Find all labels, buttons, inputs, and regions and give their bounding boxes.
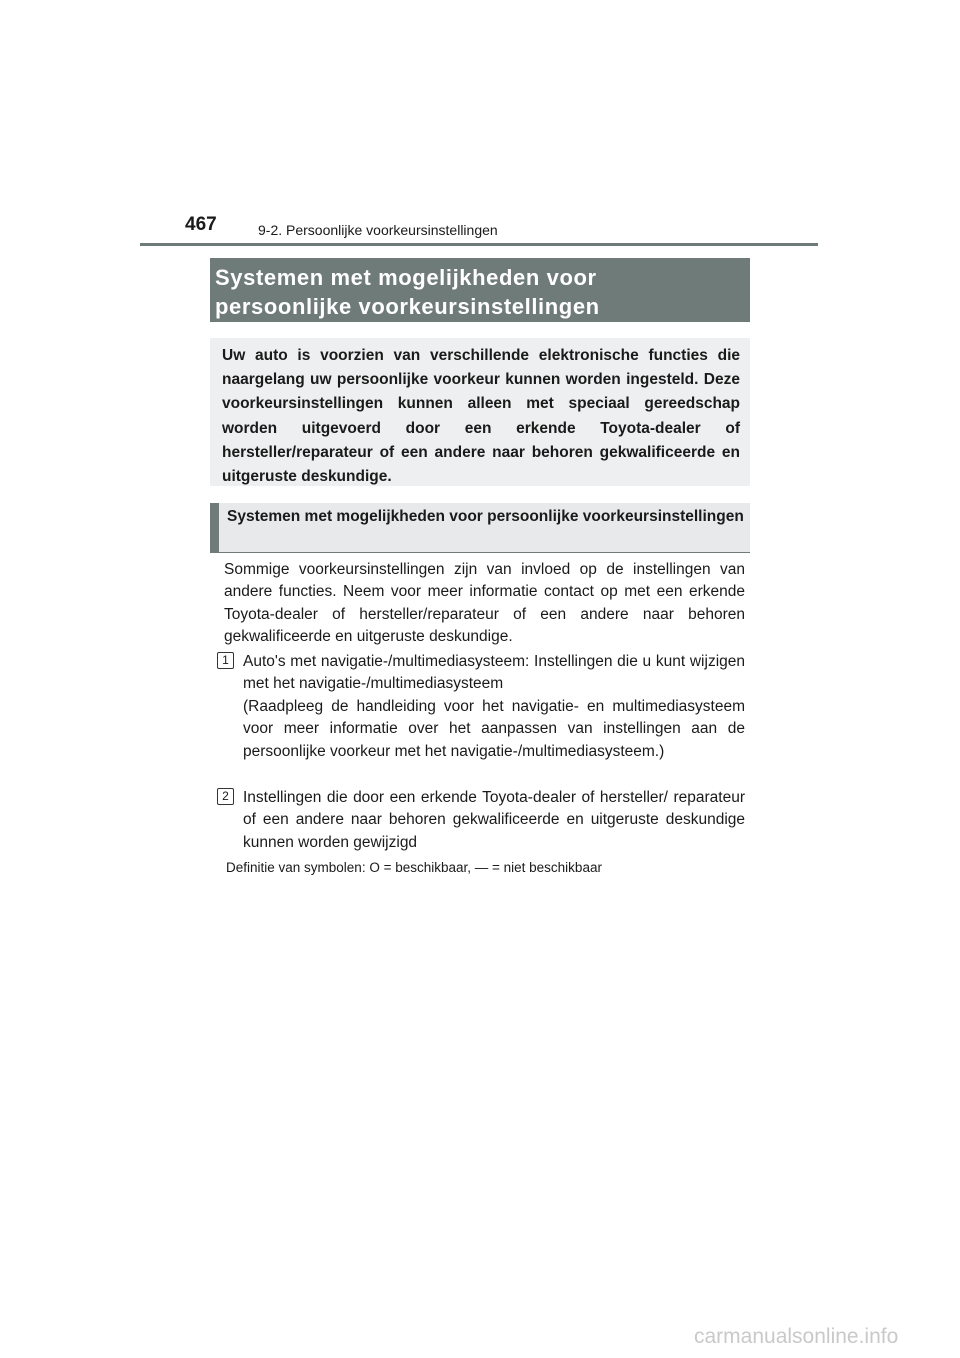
list-item-text: Instellingen die door een erkende Toyota-dealer of hersteller/ reparateur of een andere naar behoren gekwalificeerde en uitgeruste deskundige kunnen worden gewijzigd — [243, 789, 745, 851]
page-title-line-2: persoonlijke voorkeursinstellingen — [215, 294, 600, 319]
symbol-definition-footnote: Definitie van symbolen: O = beschikbaar, — = niet beschikbaar — [226, 860, 602, 875]
number-badge: 2 — [217, 788, 234, 805]
page-title-line-1: Systemen met mogelijkheden voor — [215, 265, 597, 290]
header-divider — [140, 243, 818, 246]
list-item — [224, 787, 745, 854]
section-reference: 9-2. Persoonlijke voorkeursinstellingen — [258, 222, 498, 238]
intro-box — [210, 338, 750, 486]
section-subheading — [210, 503, 750, 553]
page-number: 467 — [185, 214, 217, 235]
list-item — [224, 651, 745, 763]
list-item-text: Auto's met navigatie-/multimediasysteem: Instellingen die u kunt wijzigen met het navigatie-/multimediasysteem — [243, 653, 745, 693]
section-subheading-text: Systemen met mogelijkheden voor persoonlijke voorkeursinstellingen — [227, 508, 744, 525]
watermark: carmanualsonline.info — [694, 1325, 899, 1348]
number-badge: 1 — [217, 652, 234, 669]
list-item-note: (Raadpleeg de handleiding voor het navigatie- en multimediasysteem voor meer informatie over het aanpassen van instellingen aan de persoonlijke voorkeur met het navigatie-/multimediasysteem.) — [243, 697, 745, 760]
intro-text: Uw auto is voorzien van verschillende elektronische functies die naargelang uw persoonlijke voorkeur kunnen worden ingesteld. Deze voorkeursinstellingen kunnen alleen met speciaal gereedschap worden uitgevoerd door een erkende Toyota-dealer of hersteller/reparateur of een andere naar behoren gekwalificeerde en uitgeruste deskundige. — [222, 347, 740, 486]
page-title — [210, 258, 750, 322]
body-paragraph: Sommige voorkeursinstellingen zijn van invloed op de instellingen van andere functies. Neem voor meer informatie contact op met een erkende Toyota-dealer of hersteller/reparateur of een andere naar behoren gekwalificeerde en uitgeruste deskundige. — [224, 561, 745, 646]
